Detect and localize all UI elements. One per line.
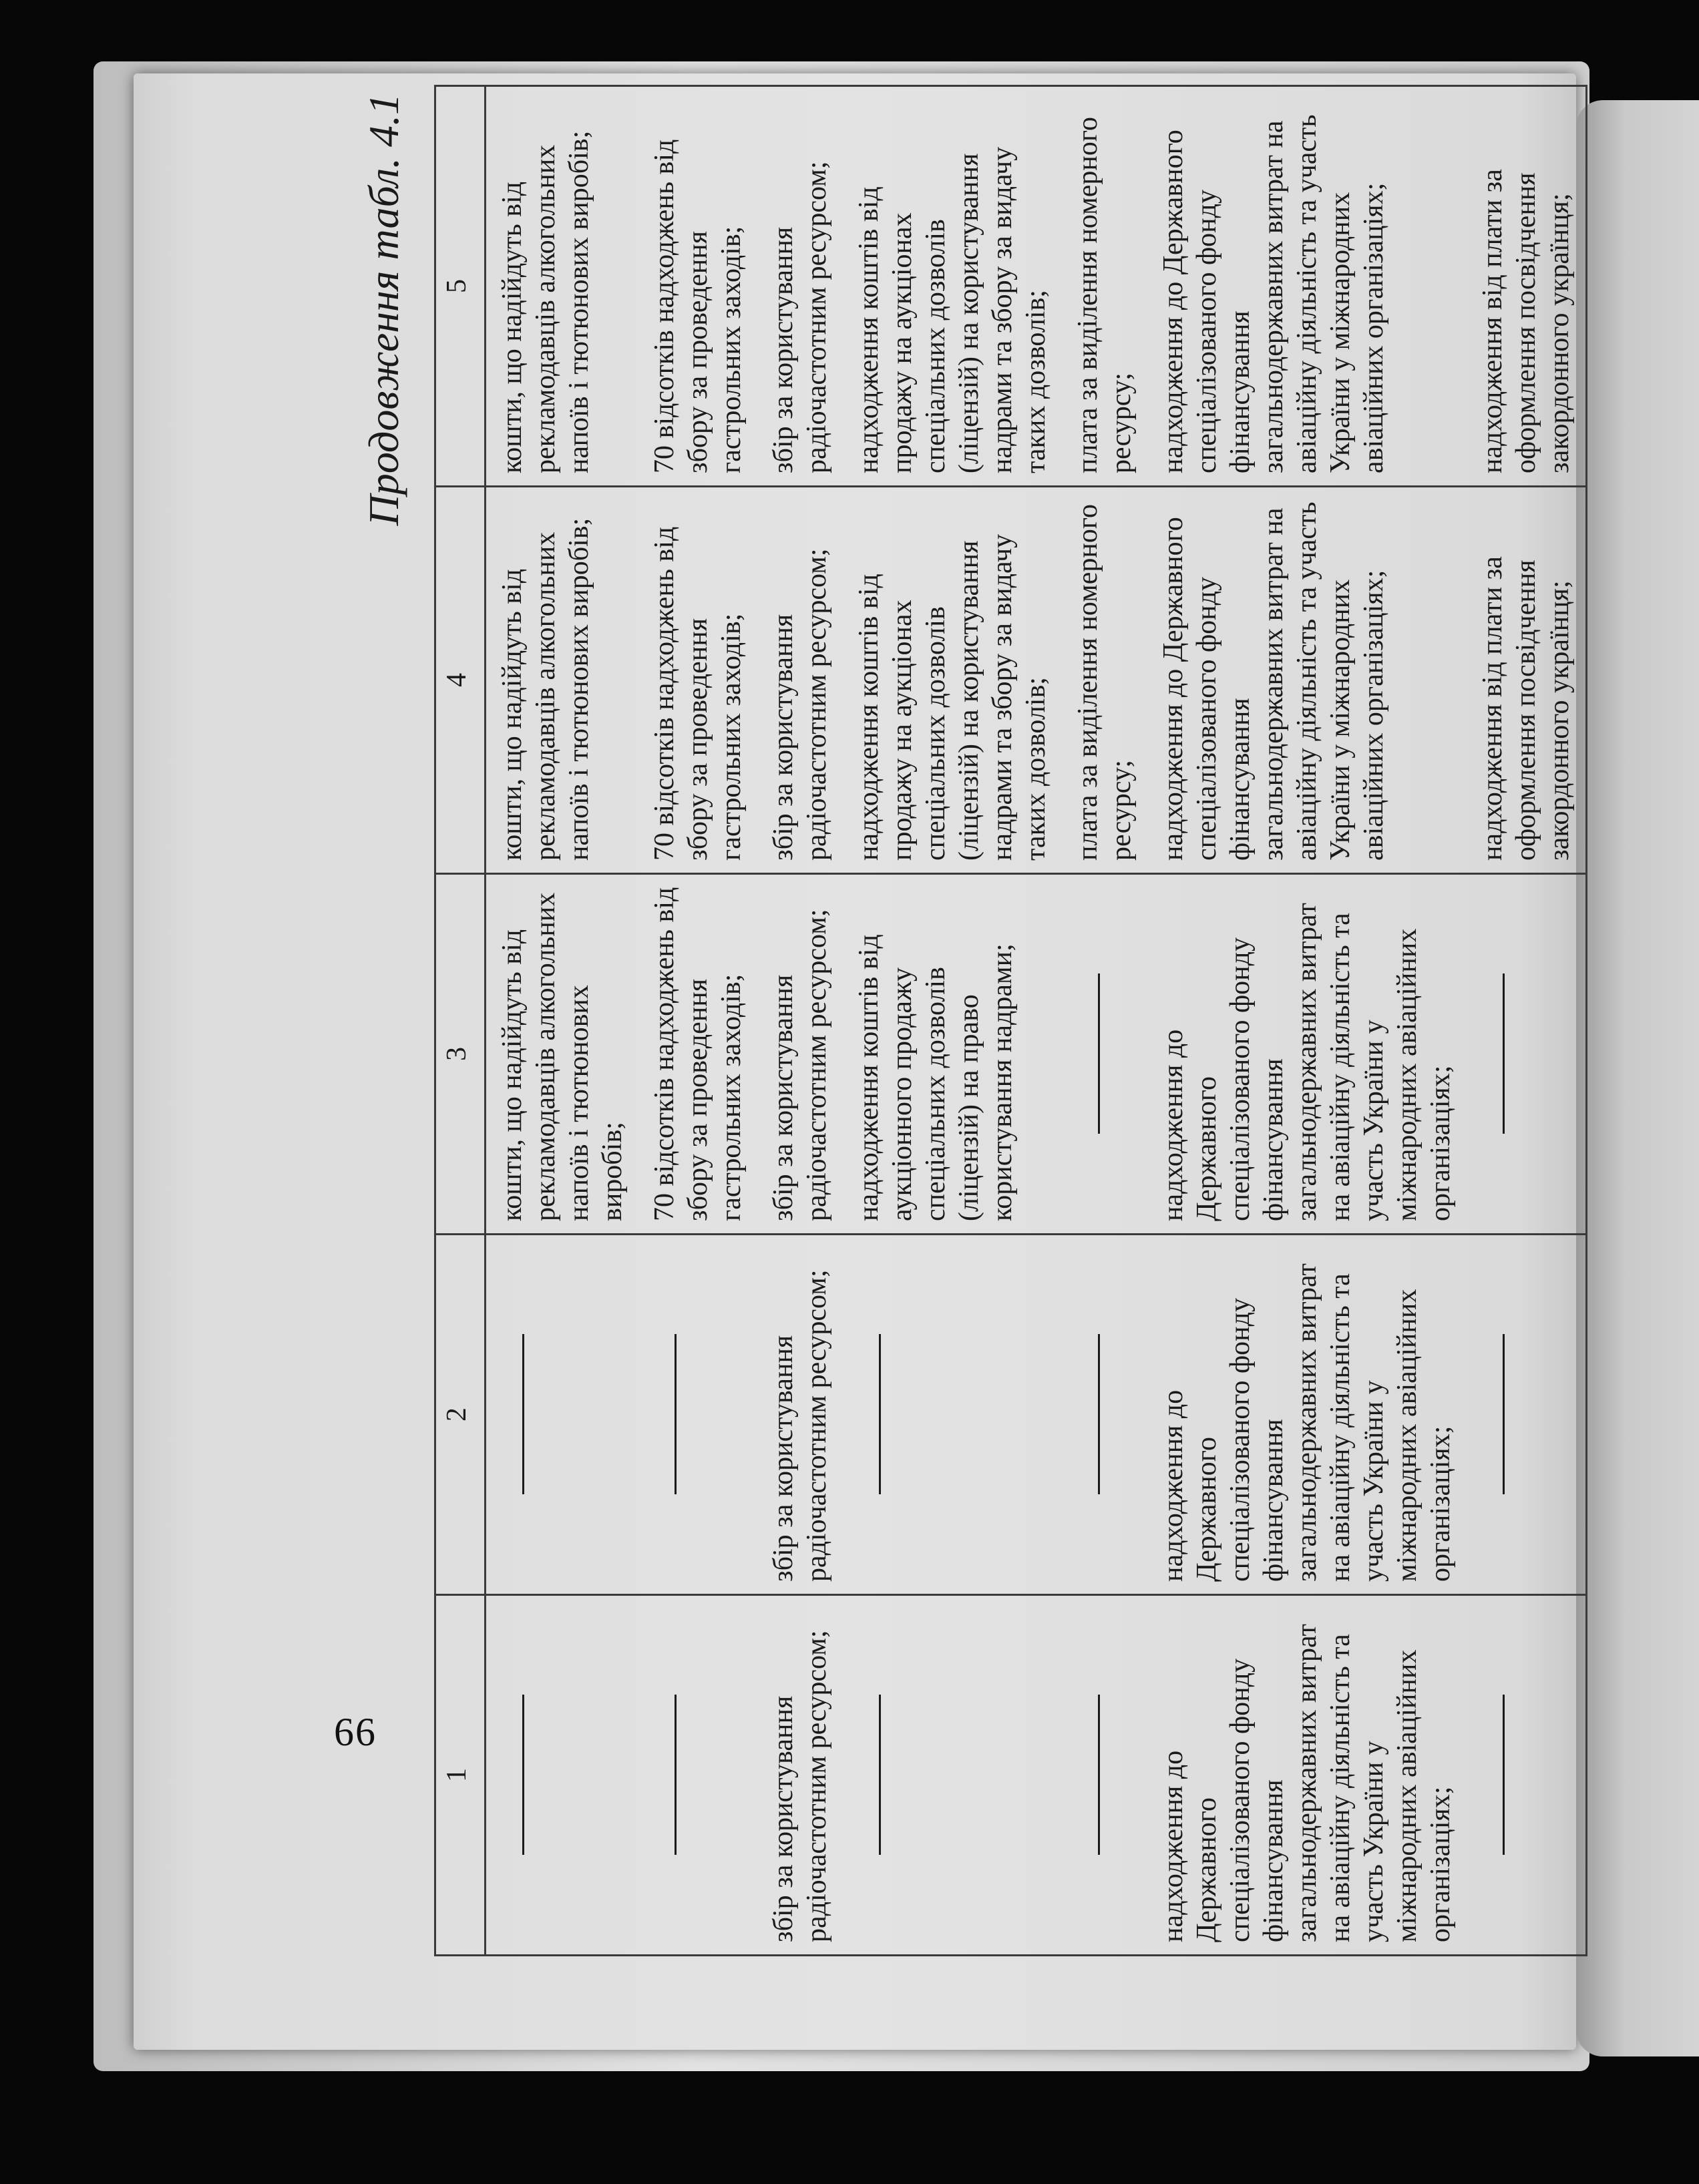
table-cell: [1467, 1235, 1587, 1595]
table-cell: [843, 1235, 1062, 1595]
cell-text: збір за користування радіочастотним ресурсом;: [768, 161, 832, 473]
cell-text: 70 відсотків надходжень від збору за проведення гастрольних заходів;: [649, 887, 747, 1221]
table-cell: [1467, 874, 1587, 1235]
table-cell: [757, 487, 843, 874]
header-row: [435, 86, 486, 1956]
cell-text: надходження коштів від продажу на аукціонах спеціальних дозволів (ліцензій) на користування надрами та збору за видачу таких дозволів;: [854, 533, 1051, 861]
empty-dash: [675, 1695, 677, 1855]
empty-dash: [1503, 1335, 1505, 1495]
cell-text: збір за користування радіочастотним ресурсом;: [768, 909, 832, 1221]
empty-dash: [522, 1335, 524, 1495]
table-cell: [638, 1235, 757, 1595]
header-cell-5: 5: [435, 86, 486, 487]
table-row: [486, 86, 639, 1956]
header-cell-2: 2: [435, 1235, 486, 1595]
table-cell: [1147, 487, 1467, 874]
table-cell: [1147, 874, 1467, 1235]
cell-text: плата за виділення номерного ресурсу;: [1073, 503, 1137, 861]
table-cell: [486, 1235, 639, 1595]
table-cell: [1467, 86, 1587, 487]
cell-text: 70 відсотків надходжень від збору за проведення гастрольних заходів;: [649, 526, 747, 861]
table-row: [757, 86, 843, 1956]
cell-text: надходження від плати за оформлення посвідчення закордонного українця;: [1477, 556, 1575, 861]
table-row: [843, 86, 1062, 1956]
table-cell: [1062, 86, 1147, 487]
empty-dash: [1503, 1695, 1505, 1855]
cell-text: надходження від плати за оформлення посвідчення закордонного українця;: [1477, 169, 1575, 473]
header-cell-3: 3: [435, 874, 486, 1235]
table-cell: [757, 1595, 843, 1956]
table-cell: [638, 487, 757, 874]
page-number: 66: [334, 1710, 377, 1754]
continuation-label: Продовження табл. 4.1: [360, 93, 407, 526]
table-row: [1147, 86, 1467, 1956]
cell-text: 70 відсотків надходжень від збору за проведення гастрольних заходів;: [649, 139, 747, 473]
empty-dash: [879, 1335, 881, 1495]
cell-text: надходження до Державного спеціалізованого фонду фінансування загальнодержавних витрат на авіаційну діяльність та участь України у міжнародних авіаційних організаціях;: [1158, 1624, 1456, 1942]
table-cell: [1467, 1595, 1587, 1956]
cell-text: плата за виділення номерного ресурсу;: [1073, 116, 1137, 473]
header-cell-4: 4: [435, 487, 486, 874]
table-cell: [1147, 86, 1467, 487]
revenue-table: [434, 85, 1587, 1956]
header-cell-1: 1: [435, 1595, 486, 1956]
table-cell: [486, 86, 639, 487]
empty-dash: [879, 1695, 881, 1855]
cell-text: надходження до Державного спеціалізованого фонду фінансування загальнодержавних витрат на авіаційну діяльність та участь України у міжнародних авіаційних організаціях;: [1158, 501, 1389, 861]
table-cell: [1147, 1595, 1467, 1956]
table-cell: [638, 1595, 757, 1956]
table-cell: [843, 487, 1062, 874]
empty-dash: [1098, 1335, 1100, 1495]
cell-text: надходження коштів від аукціонного продажу спеціальних дозволів (ліцензій) на право користування надрами;: [854, 934, 1018, 1221]
table-cell: [1467, 487, 1587, 874]
table-cell: [638, 86, 757, 487]
table-cell: [486, 487, 639, 874]
cell-text: кошти, що надійдуть від рекламодавців алкогольних напоїв і тютюнових виробів;: [497, 517, 594, 861]
table-cell: [638, 874, 757, 1235]
table-cell: [1062, 1595, 1147, 1956]
table-cell: [486, 1595, 639, 1956]
table-cell: [486, 874, 639, 1235]
cell-text: надходження до Державного спеціалізованого фонду фінансування загальнодержавних витрат на авіаційну діяльність та участь України у міжнародних авіаційних організаціях;: [1158, 114, 1389, 473]
table-cell: [1062, 487, 1147, 874]
cell-text: надходження до Державного спеціалізованого фонду фінансування загальнодержавних витрат на авіаційну діяльність та участь України у міжнародних авіаційних організаціях;: [1158, 1263, 1456, 1582]
cell-text: кошти, що надійдуть від рекламодавців алкогольних напоїв і тютюнових виробів;: [497, 130, 594, 473]
empty-dash: [1503, 974, 1505, 1134]
cell-text: надходження до Державного спеціалізованого фонду фінансування загальнодержавних витрат на авіаційну діяльність та участь України у міжнародних авіаційних організаціях;: [1158, 903, 1456, 1221]
empty-dash: [675, 1335, 677, 1495]
table-row: [1062, 86, 1147, 1956]
cell-text: збір за користування радіочастотним ресурсом;: [768, 1269, 832, 1582]
empty-dash: [1098, 1695, 1100, 1855]
table-cell: [1062, 1235, 1147, 1595]
cell-text: збір за користування радіочастотним ресурсом;: [768, 1630, 832, 1942]
cell-text: кошти, що надійдуть від рекламодавців алкогольних напоїв і тютюнових виробів;: [497, 892, 628, 1221]
table-cell: [843, 874, 1062, 1235]
cell-text: надходження коштів від продажу на аукціонах спеціальних дозволів (ліцензій) на користування надрами та збору за видачу таких дозволів;: [854, 146, 1051, 473]
empty-dash: [522, 1695, 524, 1855]
rotated-page-content: [354, 87, 1623, 1956]
table-row: [638, 86, 757, 1956]
table-cell: [1147, 1235, 1467, 1595]
table-cell: [843, 86, 1062, 487]
table-cell: [843, 1595, 1062, 1956]
table-cell: [757, 86, 843, 487]
table-cell: [1062, 874, 1147, 1235]
cell-text: збір за користування радіочастотним ресурсом;: [768, 548, 832, 861]
table-cell: [757, 874, 843, 1235]
empty-dash: [1098, 974, 1100, 1134]
table-row: [1467, 86, 1587, 1956]
table-cell: [757, 1235, 843, 1595]
